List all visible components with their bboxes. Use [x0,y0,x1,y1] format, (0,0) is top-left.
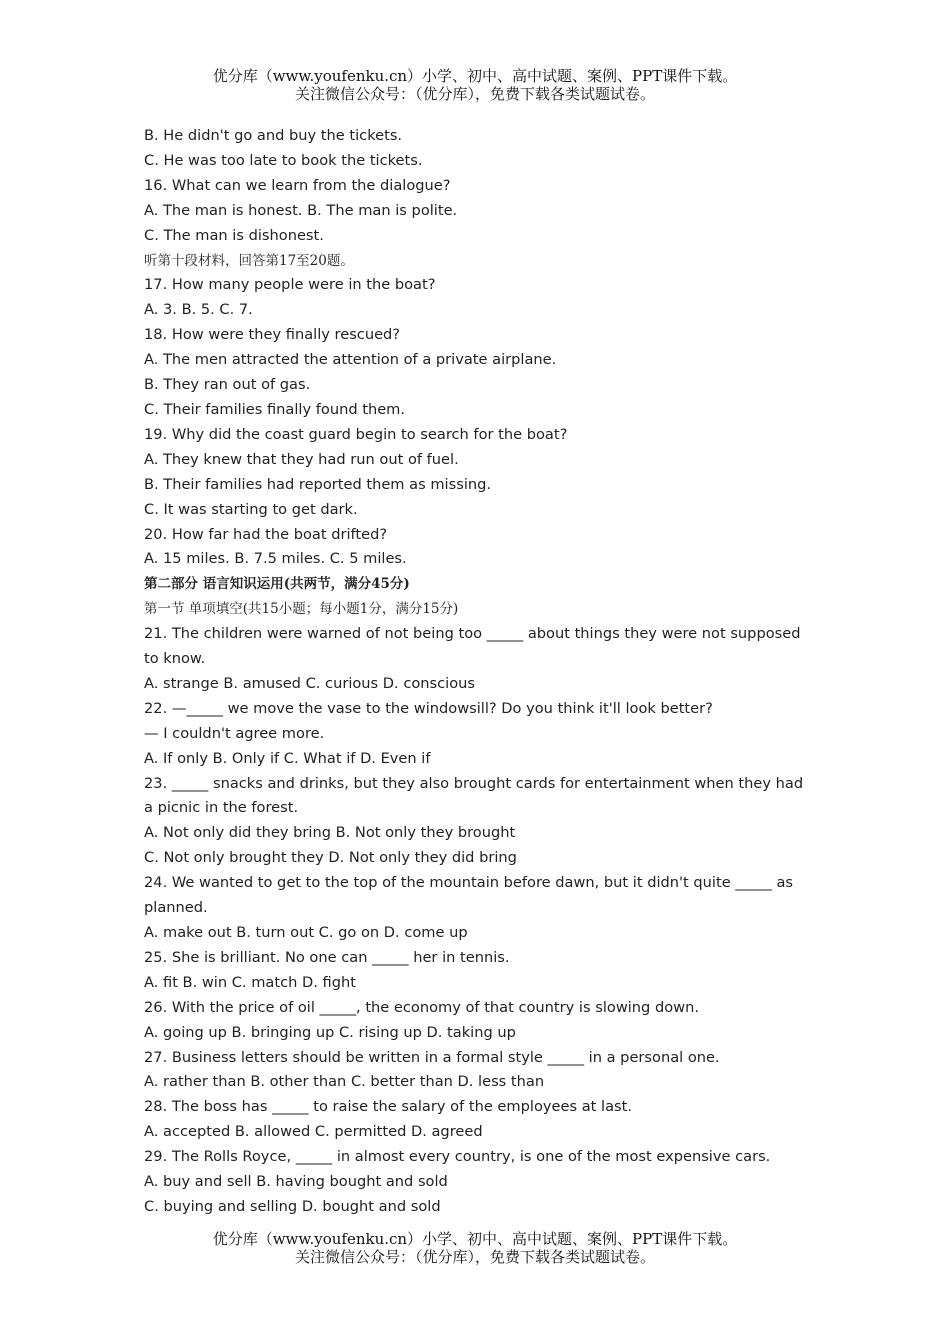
option-line: A. make out B. turn out C. go on D. come up [144,924,468,941]
question-21: 21. The children were warned of not being too _____ about things they were not supposed to know. [144,625,801,668]
option-line: A. If only B. Only if C. What if D. Even if [144,749,431,767]
option-line: A. accepted B. allowed C. permitted D. agreed [144,1123,483,1141]
option-line: B. They ran out of gas. [144,376,311,394]
page-footer [0,1230,950,1266]
option-line: C. buying and selling D. bought and sold [144,1197,441,1215]
question-24: 24. We wanted to get to the top of the mountain before dawn, but it didn't quite _____ as planned. [144,874,793,917]
option-line: B. He didn't go and buy the tickets. [144,127,403,144]
option-line: B. Their families had reported them as missing. [144,475,492,493]
option-line: A. 3. B. 5. C. 7. [144,301,253,319]
question-19: 19. Why did the coast guard begin to search for the boat? [144,425,568,443]
header-line-2: 关注微信公众号：（优分库），免费下载各类试题试卷。 [294,85,655,103]
option-line: A. The man is honest. B. The man is polite. [144,201,458,219]
section-instruction: 听第十段材料，回答第17至20题。 [144,252,354,269]
option-line: A. going up B. bringing up C. rising up D. taking up [144,1023,516,1041]
question-26: 26. With the price of oil _____, the economy of that country is slowing down. [144,998,699,1016]
footer-line-2: 关注微信公众号：（优分库），免费下载各类试题试卷。 [294,1248,655,1266]
question-20: 20. How far had the boat drifted? [144,525,388,543]
question-23: 23. _____ snacks and drinks, but they also brought cards for entertainment when they had a picnic in the forest. [144,774,804,817]
option-line: A. The men attracted the attention of a private airplane. [144,351,557,369]
option-line: C. The man is dishonest. [144,226,324,244]
option-line: C. Their families finally found them. [144,400,406,418]
header-line-1: 优分库（www.youfenku.cn）小学、初中、高中试题、案例、PPT课件下载。 [212,67,738,85]
option-line: A. Not only did they bring B. Not only they brought [144,824,516,842]
question-28: 28. The boss has _____ to raise the salary of the employees at last. [144,1098,632,1116]
question-18: 18. How were they finally rescued? [144,326,401,344]
option-line: A. They knew that they had run out of fuel. [144,450,459,468]
question-16: 16. What can we learn from the dialogue? [144,176,451,194]
question-22: 22. —_____ we move the vase to the windowsill? Do you think it'll look better? [144,699,713,717]
option-line: A. rather than B. other than C. better than D. less than [144,1073,545,1091]
page-header [0,67,950,103]
part-two-heading: 第二部分 语言知识运用(共两节，满分45分) [144,576,410,593]
option-line: C. It was starting to get dark. [144,500,358,518]
question-25: 25. She is brilliant. No one can _____ her in tennis. [144,948,510,966]
option-line: C. He was too late to book the tickets. [144,151,423,169]
option-line: A. strange B. amused C. curious D. conscious [144,674,475,692]
question-29: 29. The Rolls Royce, _____ in almost every country, is one of the most expensive cars. [144,1148,771,1166]
option-line: A. buy and sell B. having bought and sold [144,1173,448,1191]
question-27: 27. Business letters should be written in a formal style _____ in a personal one. [144,1048,720,1066]
footer-line-1: 优分库（www.youfenku.cn）小学、初中、高中试题、案例、PPT课件下载。 [212,1230,738,1248]
option-line: A. 15 miles. B. 7.5 miles. C. 5 miles. [144,550,407,568]
option-line: C. Not only brought they D. Not only they did bring [144,849,517,867]
dialogue-line: — I couldn't agree more. [144,724,325,742]
option-line: A. fit B. win C. match D. fight [144,973,356,991]
section-one-heading: 第一节 单项填空(共15小题；每小题1分，满分15分) [144,601,459,618]
question-17: 17. How many people were in the boat? [144,276,436,294]
exam-content [144,124,809,1220]
